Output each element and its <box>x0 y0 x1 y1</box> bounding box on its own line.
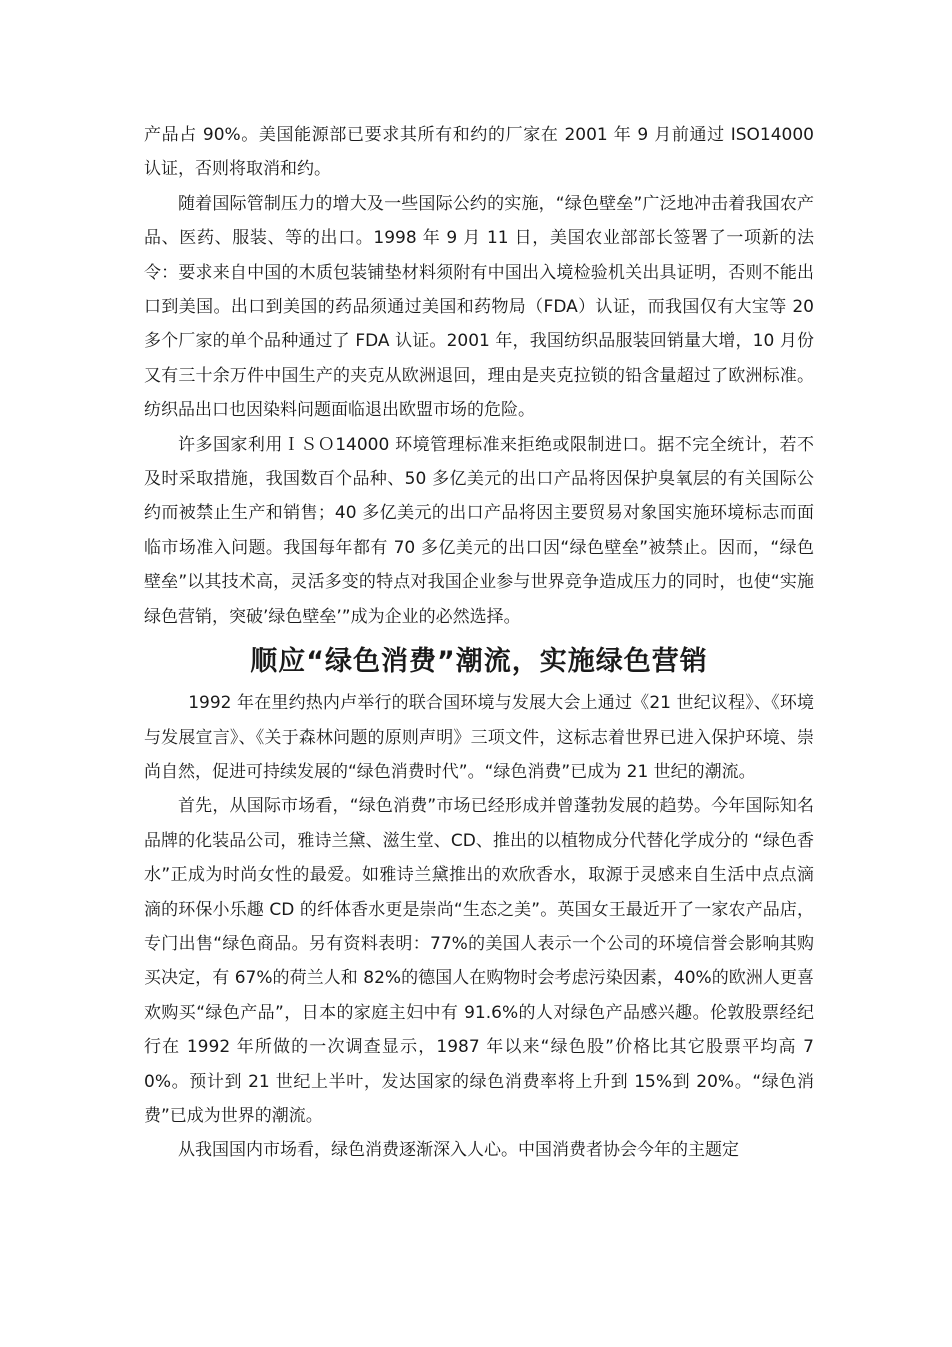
document-page <box>144 118 814 1168</box>
paragraph-1: 产品占 90%。美国能源部已要求其所有和约的厂家在 2001 年 9 月前通过 ISO14000 认证，否则将取消和约。 <box>144 125 814 180</box>
paragraph-4: 1992 年在里约热内卢举行的联合国环境与发展大会上通过《21 世纪议程》、《环境与发展宣言》、《关于森林问题的原则声明》三项文件，这标志着世界已进入保护环境、崇尚自然，促进可持续发展的“绿色消费时代”。“绿色消费”已成为 21 世纪的潮流。 <box>144 693 814 782</box>
paragraph-3: 许多国家利用ＩＳＯ14000 环境管理标准来拒绝或限制进口。据不完全统计，若不及时采取措施，我国数百个品种、50 多亿美元的出口产品将因保护臭氧层的有关国际公约而被禁止生产和销售；40 多亿美元的出口产品将因主要贸易对象国实施环境标志而面临市场准入问题。我国每年都有 70 多亿美元的出口因“绿色壁垒”被禁止。因而，“绿色壁垒”以其技术高，灵活多变的特点对我国企业参与世界竞争造成压力的同时，也使“实施绿色营销，突破’绿色壁垒’”成为企业的必然选择。 <box>144 434 814 627</box>
paragraph-2: 随着国际管制压力的增大及一些国际公约的实施，“绿色壁垒”广泛地冲击着我国农产品、医药、服装、等的出口。1998 年 9 月 11 日，美国农业部部长签署了一项新的法令：要求来自中国的木质包装铺垫材料须附有中国出入境检验机关出具证明，否则不能出口到美国。出口到美国的药品须通过美国和药物局（FDA）认证，而我国仅有大宝等 20 多个厂家的单个品种通过了 FDA 认证。2001 年，我国纺织品服装回销量大增，10 月份又有三十余万件中国生产的夹克从欧洲退回，理由是夹克拉锁的铅含量超过了欧洲标准。纺织品出口也因染料问题面临退出欧盟市场的危险。 <box>144 193 814 421</box>
paragraph-5: 首先，从国际市场看，“绿色消费”市场已经形成并曾蓬勃发展的趋势。今年国际知名品牌的化装品公司，雅诗兰黛、滋生堂、CD、推出的以植物成分代替化学成分的 “绿色香水”正成为时尚女性的最爱。如雅诗兰黛推出的欢欣香水，取源于灵感来自生活中点点滴滴的环保小乐趣 CD 的纤体香水更是崇尚“生态之美”。英国女王最近开了一家农产品店，专门出售“绿色商品。另有资料表明：77%的美国人表示一个公司的环境信誉会影响其购买决定，有 67%的荷兰人和 82%的德国人在购物时会考虑污染因素，40%的欧洲人更喜欢购买“绿色产品”，日本的家庭主妇中有 91.6%的人对绿色产品感兴趣。伦敦股票经纪行在 1992 年所做的一次调查显示，1987 年以来“绿色股”价格比其它股票平均高 70%。预计到 21 世纪上半叶，发达国家的绿色消费率将上升到 15%到 20%。“绿色消费”已成为世界的潮流。 <box>144 796 814 1126</box>
section-heading: 顺应“绿色消费”潮流，实施绿色营销 <box>250 646 708 678</box>
paragraph-6: 从我国国内市场看，绿色消费逐渐深入人心。中国消费者协会今年的主题定 <box>178 1140 739 1161</box>
